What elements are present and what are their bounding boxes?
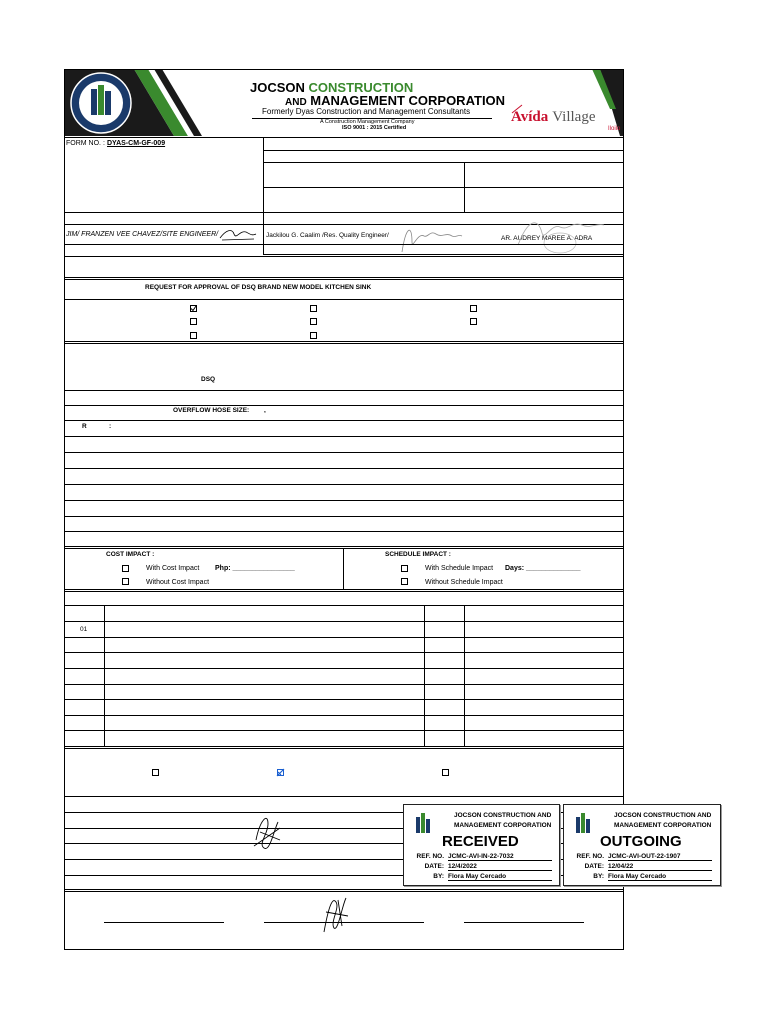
- without-cost-impact-label: Without Cost Impact: [146, 579, 210, 586]
- company-name-construction: CONSTRUCTION: [308, 80, 414, 95]
- outgoing-company-line1: JOCSON CONSTRUCTION AND: [614, 812, 712, 819]
- received-date-label: DATE:: [424, 863, 444, 870]
- without-schedule-impact-checkbox[interactable]: [401, 578, 408, 585]
- checkbox-option-5[interactable]: [310, 318, 317, 325]
- received-by-value: Flora May Cercado: [448, 873, 552, 881]
- col-line: [263, 137, 264, 254]
- row-line: [64, 468, 624, 469]
- outgoing-ref-label: REF. NO.: [576, 853, 604, 860]
- row-line: [64, 299, 624, 300]
- without-schedule-impact-label: Without Schedule Impact: [425, 579, 503, 586]
- company-name-jocson: JOCSON: [250, 80, 305, 95]
- signature-line-3: [464, 922, 584, 923]
- row-line: [263, 187, 624, 188]
- received-title: RECEIVED: [442, 833, 519, 850]
- row-line: [64, 484, 624, 485]
- row-line: [263, 150, 624, 151]
- checkbox-option-1[interactable]: [190, 305, 197, 312]
- signer-quality-engineer: Jackilou G. Caalim /Res. Quality Engineer/: [266, 232, 389, 239]
- row-line: [64, 341, 624, 342]
- signature-line-1: [104, 922, 224, 923]
- row-line: [64, 548, 624, 549]
- r-colon: :: [109, 423, 112, 430]
- outgoing-title: OUTGOING: [600, 833, 682, 850]
- received-ref-label: REF. NO.: [416, 853, 444, 860]
- row-line: [64, 277, 624, 278]
- row-line: [64, 652, 624, 653]
- with-schedule-impact-checkbox[interactable]: [401, 565, 408, 572]
- signature-middle: [250, 810, 284, 854]
- outgoing-stamp: [563, 804, 721, 886]
- dsq-text: DSQ: [201, 376, 216, 383]
- row-line: [64, 452, 624, 453]
- col-line: [464, 605, 465, 746]
- row-line: [64, 699, 624, 700]
- request-title: REQUEST FOR APPROVAL OF DSQ BRAND NEW MODEL KITCHEN SINK: [145, 284, 372, 291]
- checkbox-option-4[interactable]: [190, 318, 197, 325]
- signature-quality-engineer: [398, 222, 464, 256]
- with-cost-impact-checkbox[interactable]: [122, 565, 129, 572]
- tagline-text: A Construction Management Company: [320, 119, 415, 125]
- action-checkbox-1[interactable]: [152, 769, 159, 776]
- row-line: [64, 621, 624, 622]
- iso-text: ISO 9001 : 2015 Certified: [342, 125, 407, 131]
- iloilo-brand: Iloilo: [608, 126, 621, 132]
- outgoing-date-label: DATE:: [584, 863, 604, 870]
- outgoing-date-value: 12/04/22: [608, 863, 712, 871]
- header-banner: [64, 69, 624, 136]
- form-no-value: DYAS-CM-GF-009: [107, 140, 166, 147]
- row-line: [64, 279, 624, 280]
- row-line: [64, 420, 624, 421]
- avida-logo: [511, 109, 595, 125]
- company-logo-icon: [576, 811, 590, 833]
- checkbox-option-6[interactable]: [470, 318, 477, 325]
- received-ref-value: JCMC-AVI-IN-22-7032: [448, 853, 552, 861]
- check-icon: [276, 768, 285, 777]
- row-line: [64, 436, 624, 437]
- signer-architect: AR. AUDREY MAREE A. ADRA: [501, 235, 593, 242]
- outgoing-ref-value: JCMC-AVI-OUT-22-1907: [608, 853, 712, 861]
- row-line: [64, 748, 624, 749]
- row-line: [64, 343, 624, 344]
- avida-brand: Avída: [511, 109, 549, 125]
- outgoing-by-value: Flora May Cercado: [608, 873, 712, 881]
- overflow-hose-label: OVERFLOW HOSE SIZE:: [173, 407, 250, 414]
- company-name-line2: [285, 94, 505, 108]
- col-line: [424, 605, 425, 746]
- received-company-line2: MANAGEMENT CORPORATION: [454, 822, 552, 829]
- company-name-and: AND: [285, 97, 307, 108]
- row-line: [263, 254, 624, 255]
- company-logo-icon: [416, 811, 430, 833]
- signer-site-engineer: JIM/ FRANZEN VEE CHAVEZ/SITE ENGINEER/: [66, 231, 219, 238]
- php-label: Php: ________________: [215, 565, 295, 572]
- form-border-left: [64, 69, 65, 949]
- signature-architect: [508, 215, 608, 257]
- received-company-line1: JOCSON CONSTRUCTION AND: [454, 812, 552, 819]
- row-line: [64, 889, 624, 890]
- cost-impact-title: COST IMPACT :: [106, 551, 155, 558]
- checkbox-option-7[interactable]: [190, 332, 197, 339]
- row-line: [64, 589, 624, 590]
- row-line: [64, 684, 624, 685]
- received-date-value: 12/4/2022: [448, 863, 552, 871]
- col-line: [343, 548, 344, 590]
- days-label: Days: ______________: [505, 565, 581, 572]
- row-line: [64, 591, 624, 592]
- row-line: [64, 405, 624, 406]
- company-name-management: MANAGEMENT CORPORATION: [310, 93, 506, 108]
- checkbox-option-2[interactable]: [310, 305, 317, 312]
- without-cost-impact-checkbox[interactable]: [122, 578, 129, 585]
- row-line: [64, 796, 624, 797]
- row-line: [64, 244, 624, 245]
- with-schedule-impact-label: With Schedule Impact: [425, 565, 494, 572]
- received-by-label: BY:: [433, 873, 444, 880]
- row-line: [64, 715, 624, 716]
- row-line: [64, 637, 624, 638]
- outgoing-company-line2: MANAGEMENT CORPORATION: [614, 822, 712, 829]
- with-cost-impact-label: With Cost Impact: [146, 565, 200, 572]
- row-line: [64, 500, 624, 501]
- overflow-hose-value: ,: [264, 407, 266, 414]
- form-border-top: [64, 69, 624, 70]
- row-line: [64, 546, 624, 547]
- checkbox-option-3[interactable]: [470, 305, 477, 312]
- row-line: [64, 212, 624, 213]
- action-checkbox-3[interactable]: [442, 769, 449, 776]
- row-line: [64, 746, 624, 747]
- form-border-bottom: [64, 949, 624, 950]
- check-icon: [190, 305, 197, 312]
- row-line: [64, 531, 624, 532]
- outgoing-by-label: BY:: [593, 873, 604, 880]
- item-number: 01: [80, 626, 88, 633]
- col-line: [104, 605, 105, 746]
- row-line: [64, 730, 624, 731]
- row-line: [263, 162, 624, 163]
- formerly-text: Formerly Dyas Construction and Management Consultants: [262, 107, 471, 116]
- village-brand: Village: [552, 109, 596, 125]
- signature-bottom: [318, 892, 352, 936]
- form-no-label: FORM NO. :: [66, 140, 105, 147]
- r-label: R: [82, 423, 87, 430]
- schedule-impact-title: SCHEDULE IMPACT :: [385, 551, 451, 558]
- action-checkbox-2[interactable]: [277, 769, 284, 776]
- row-line: [64, 605, 624, 606]
- row-line: [64, 256, 624, 257]
- row-line: [64, 516, 624, 517]
- received-stamp: [403, 804, 560, 886]
- row-line: [64, 137, 624, 138]
- checkbox-option-8[interactable]: [310, 332, 317, 339]
- row-line: [64, 390, 624, 391]
- row-line: [64, 668, 624, 669]
- signature-site-engineer: [218, 224, 258, 244]
